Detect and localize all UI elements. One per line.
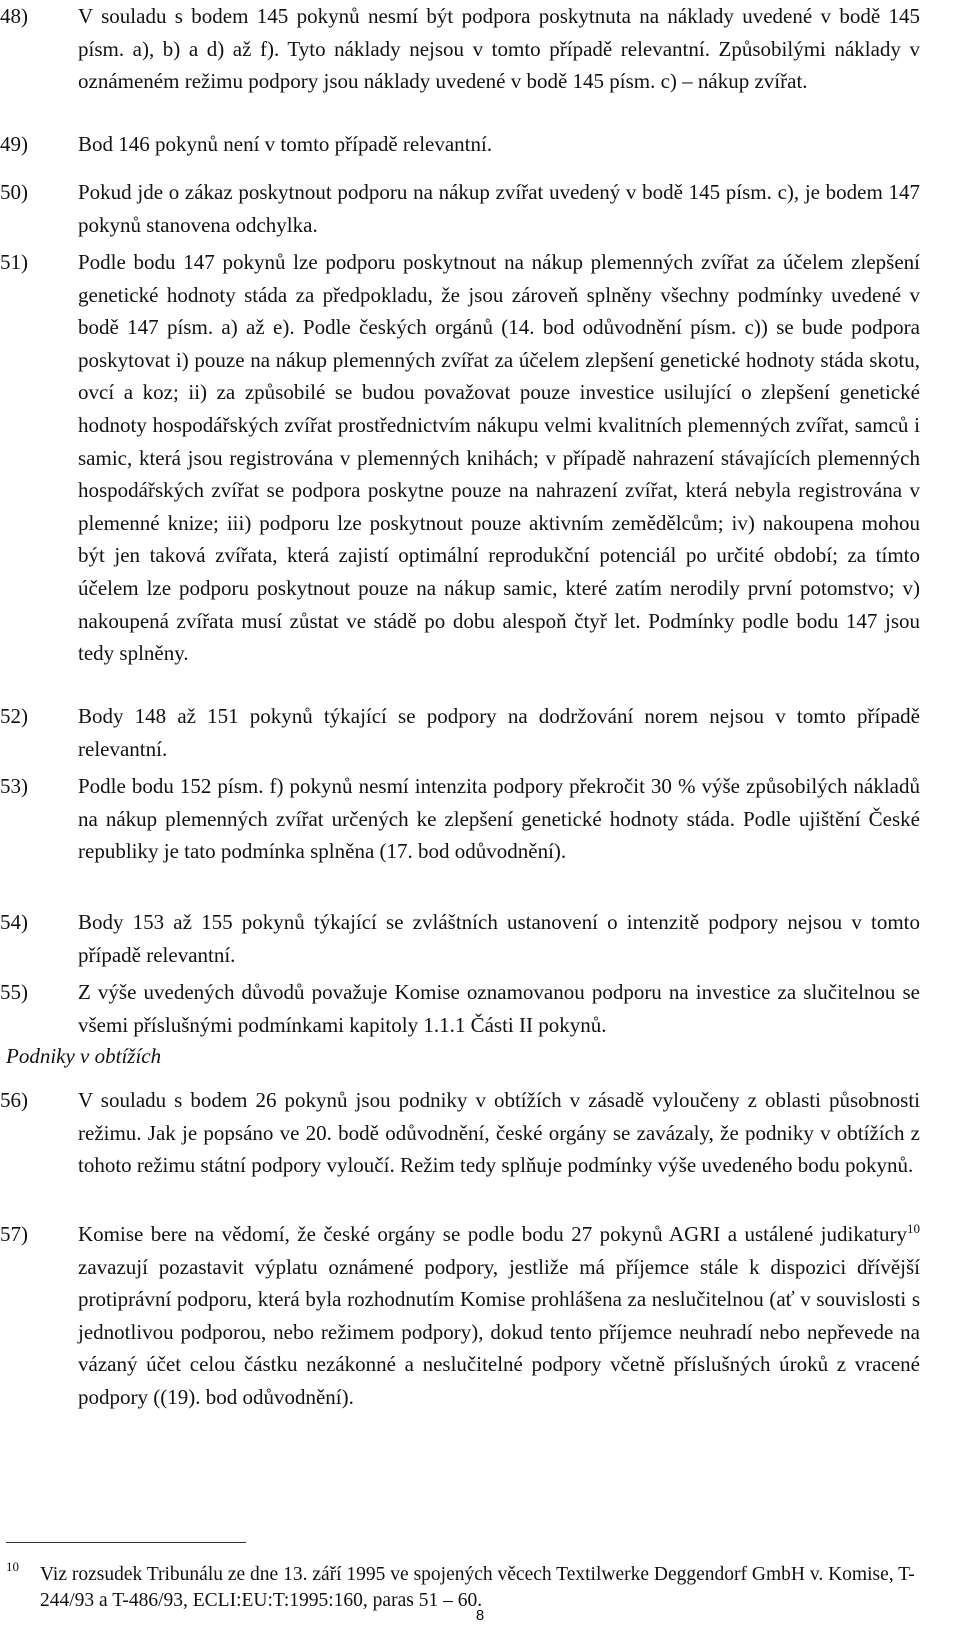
paragraph-text: Bod 146 pokynů není v tomto případě relevantní.	[78, 132, 493, 156]
paragraph-54	[0, 906, 920, 971]
paragraph-text: Body 153 až 155 pokynů týkající se zvláštních ustanovení o intenzitě podpory nejsou v tomto případě relevantní.	[78, 910, 920, 967]
paragraph-text: Pokud jde o zákaz poskytnout podporu na nákup zvířat uvedený v bodě 145 písm. c), je bodem 147 pokynů stanovena odchylka.	[78, 180, 920, 237]
footnote-separator	[6, 1542, 246, 1543]
paragraph-text: Body 148 až 151 pokynů týkající se podpory na dodržování norem nejsou v tomto případě relevantní.	[78, 704, 920, 761]
footnote-reference[interactable]: 10	[907, 1221, 920, 1236]
paragraph-56	[0, 1084, 920, 1182]
paragraph-number: 51)	[0, 250, 28, 274]
paragraph-text	[78, 1218, 920, 1414]
paragraph-53	[0, 770, 920, 868]
paragraph-49	[0, 128, 920, 161]
paragraph-57	[0, 1218, 920, 1414]
section-title: Podniky v obtížích	[6, 1044, 162, 1068]
footnote-number: 10	[6, 1559, 19, 1574]
paragraph-number: 53)	[0, 774, 28, 798]
paragraph-50	[0, 176, 920, 241]
paragraph-text: Podle bodu 147 pokynů lze podporu poskytnout na nákup plemenných zvířat za účelem zlepšení genetické hodnoty stáda za předpokladu, že jsou zároveň splněny všechny podmínky uvedené v bodě 147 písm. a) až e). Podle českých orgánů (14. bod odůvodnění písm. c)) se bude podpora poskytovat i) pouze na nákup plemenných zvířat za účelem zlepšení genetické hodnoty stáda skotu, ovcí a koz; ii) za způsobilé se budou považovat pouze investice usilující o zlepšení genetické hodnoty hospodářských zvířat prostřednictvím nákupu velmi kvalitních plemenných zvířat, samců i samic, která jsou registrována v plemenných knihách; v případě nahrazení stávajících plemenných hospodářských zvířat se podpora poskytne pouze na nahrazení zvířat, která nebyla registrována v plemenné knize; iii) podporu lze poskytnout pouze aktivním zemědělcům; iv) nakoupena mohou být jen taková zvířata, která zajistí optimální reprodukční potenciál po určité období; za tímto účelem lze podporu poskytnout pouze na nákup samic, které zatím nerodily první potomstvo; v) nakoupená zvířata musí zůstat ve stádě po dobu alespoň čtyř let. Podmínky podle bodu 147 jsou tedy splněny.	[78, 250, 920, 666]
paragraph-48	[0, 0, 920, 98]
paragraph-text: Z výše uvedených důvodů považuje Komise oznamovanou podporu na investice za slučitelnou se všemi příslušnými podmínkami kapitoly 1.1.1 Části II pokynů.	[78, 980, 920, 1037]
paragraph-51	[0, 246, 920, 670]
paragraph-number: 57)	[0, 1222, 28, 1246]
page-number: 8	[475, 1607, 485, 1624]
paragraph-text: V souladu s bodem 145 pokynů nesmí být podpora poskytnuta na náklady uvedené v bodě 145 písm. a), b) a d) až f). Tyto náklady nejsou v tomto případě relevantní. Způsobilými náklady v oznámeném režimu podpory jsou náklady uvedené v bodě 145 písm. c) – nákup zvířat.	[78, 4, 920, 94]
paragraph-52	[0, 700, 920, 765]
paragraph-text: Podle bodu 152 písm. f) pokynů nesmí intenzita podpory překročit 30 % výše způsobilých nákladů na nákup plemenných zvířat určených ke zlepšení genetické hodnoty stáda. Podle ujištění České republiky je tato podmínka splněna (17. bod odůvodnění).	[78, 774, 920, 864]
paragraph-number: 52)	[0, 704, 28, 728]
paragraph-number: 54)	[0, 910, 28, 934]
paragraph-number: 49)	[0, 132, 28, 156]
paragraph-text: V souladu s bodem 26 pokynů jsou podniky v obtížích v zásadě vyloučeny z oblasti působnosti režimu. Jak je popsáno ve 20. bodě odůvodnění, české orgány se zavázaly, že podniky v obtížích z tohoto režimu státní podpory vyloučí. Režim tedy splňuje podmínky výše uvedeného bodu pokynů.	[78, 1088, 920, 1178]
paragraph-number: 55)	[0, 980, 28, 1004]
paragraph-text-part: zavazují pozastavit výplatu oznámené podpory, jestliže má příjemce stále k dispozici dřívější protiprávní podporu, která byla rozhodnutím Komise prohlášena za neslučitelnou (ať v souvislosti s jednotlivou podporou, nebo režimem podpory), dokud tento příjemce neuhradí nebo nepřevede na vázaný účet celou částku nezákonné a neslučitelné podpory včetně příslušných úroků z vracené podpory ((19). bod odůvodnění).	[78, 1254, 920, 1409]
paragraph-number: 56)	[0, 1088, 28, 1112]
paragraph-55	[0, 976, 920, 1041]
paragraph-text-part: Komise bere na vědomí, že české orgány se podle bodu 27 pokynů AGRI a ustálené judikatury	[78, 1222, 907, 1246]
paragraph-number: 48)	[0, 4, 28, 28]
paragraph-number: 50)	[0, 180, 28, 204]
footnote-text: Viz rozsudek Tribunálu ze dne 13. září 1995 ve spojených věcech Textilwerke Deggendorf GmbH v. Komise, T-244/93 a T-486/93, ECLI:EU:T:1995:160, paras 51 – 60.	[40, 1564, 915, 1611]
